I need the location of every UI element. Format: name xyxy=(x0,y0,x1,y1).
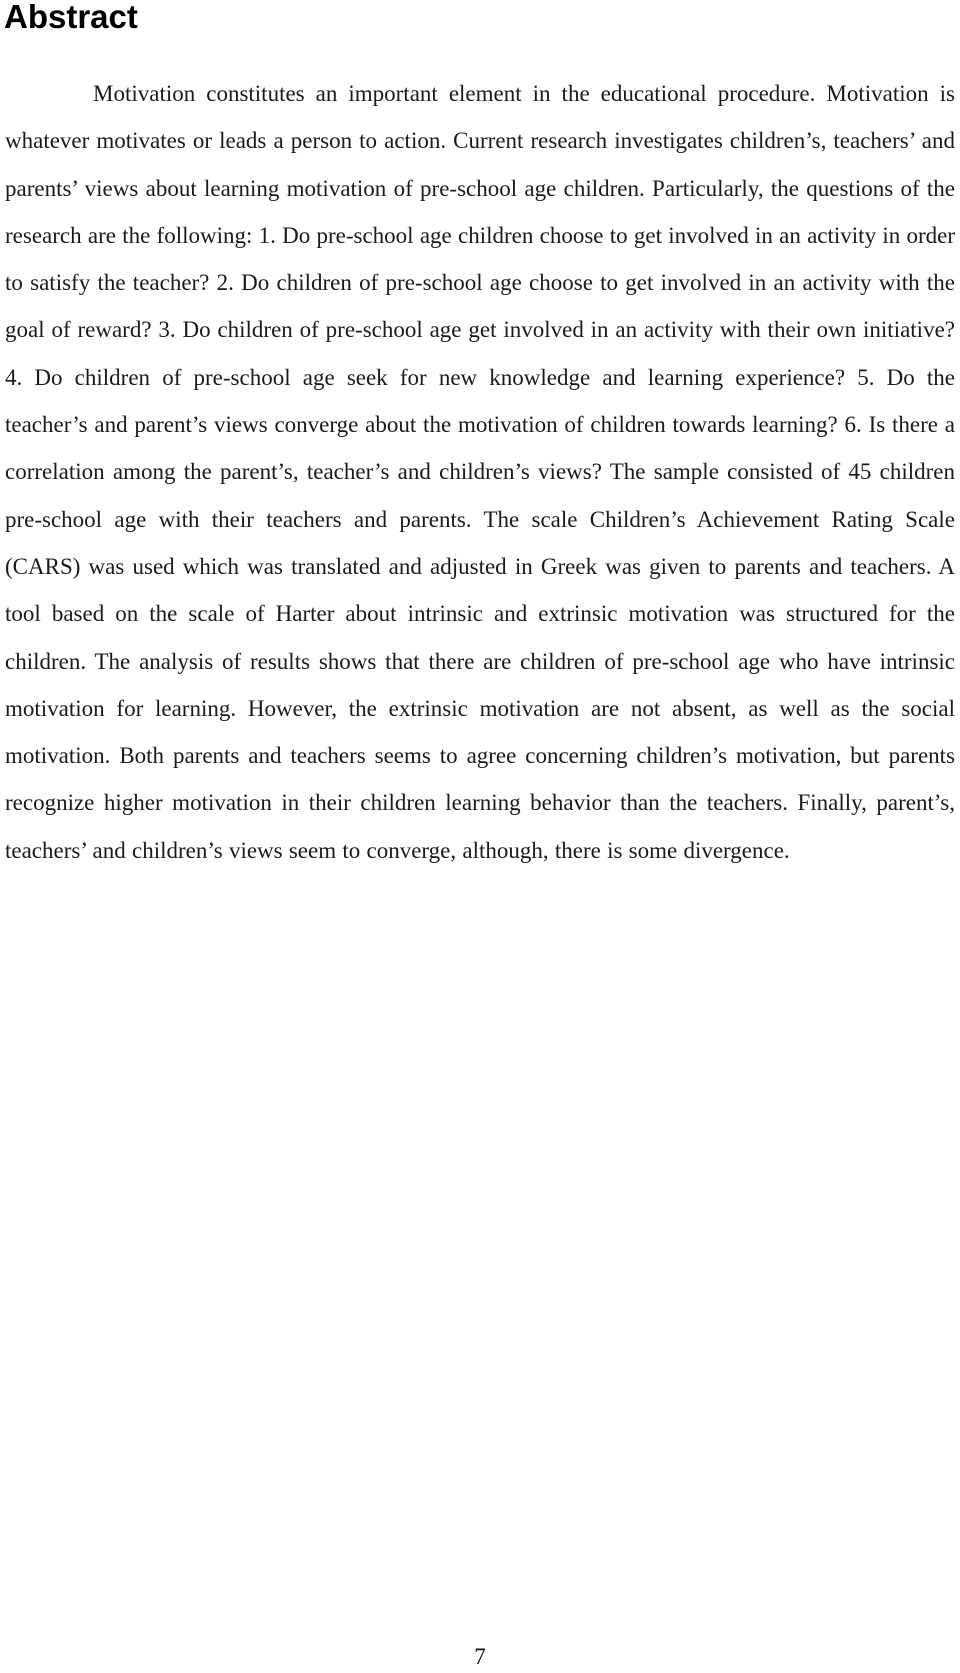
page-number: 7 xyxy=(474,1644,486,1669)
abstract-paragraph: Motivation constitutes an important element in the educational procedure. Motivation is whatever motivates or leads a person to action. Current research investigates children’s, teachers’ and parents’ views about learning motivation of pre-school age children. Particularly, the questions of the research are the following: 1. Do pre-school age children choose to get involved in an activity in order to satisfy the teacher? 2. Do children of pre-school age choose to get involved in an activity with the goal of reward? 3. Do children of pre-school age get involved in an activity with their own initiative? 4. Do children of pre-school age seek for new knowledge and learning experience? 5. Do the teacher’s and parent’s views converge about the motivation of children towards learning? 6. Is there a correlation among the parent’s, teacher’s and children’s views? The sample consisted of 45 children pre-school age with their teachers and parents. The scale Children’s Achievement Rating Scale (CARS) was used which was translated and adjusted in Greek was given to parents and teachers. A tool based on the scale of Harter about intrinsic and extrinsic motivation was structured for the children. The analysis of results shows that there are children of pre-school age who have intrinsic motivation for learning. However, the extrinsic motivation are not absent, as well as the social motivation. Both parents and teachers seems to agree concerning children’s motivation, but parents recognize higher motivation in their children learning behavior than the teachers. Finally, parent’s, teachers’ and children’s views seem to converge, although, there is some divergence. xyxy=(5,81,955,863)
abstract-heading: Abstract xyxy=(4,0,138,35)
